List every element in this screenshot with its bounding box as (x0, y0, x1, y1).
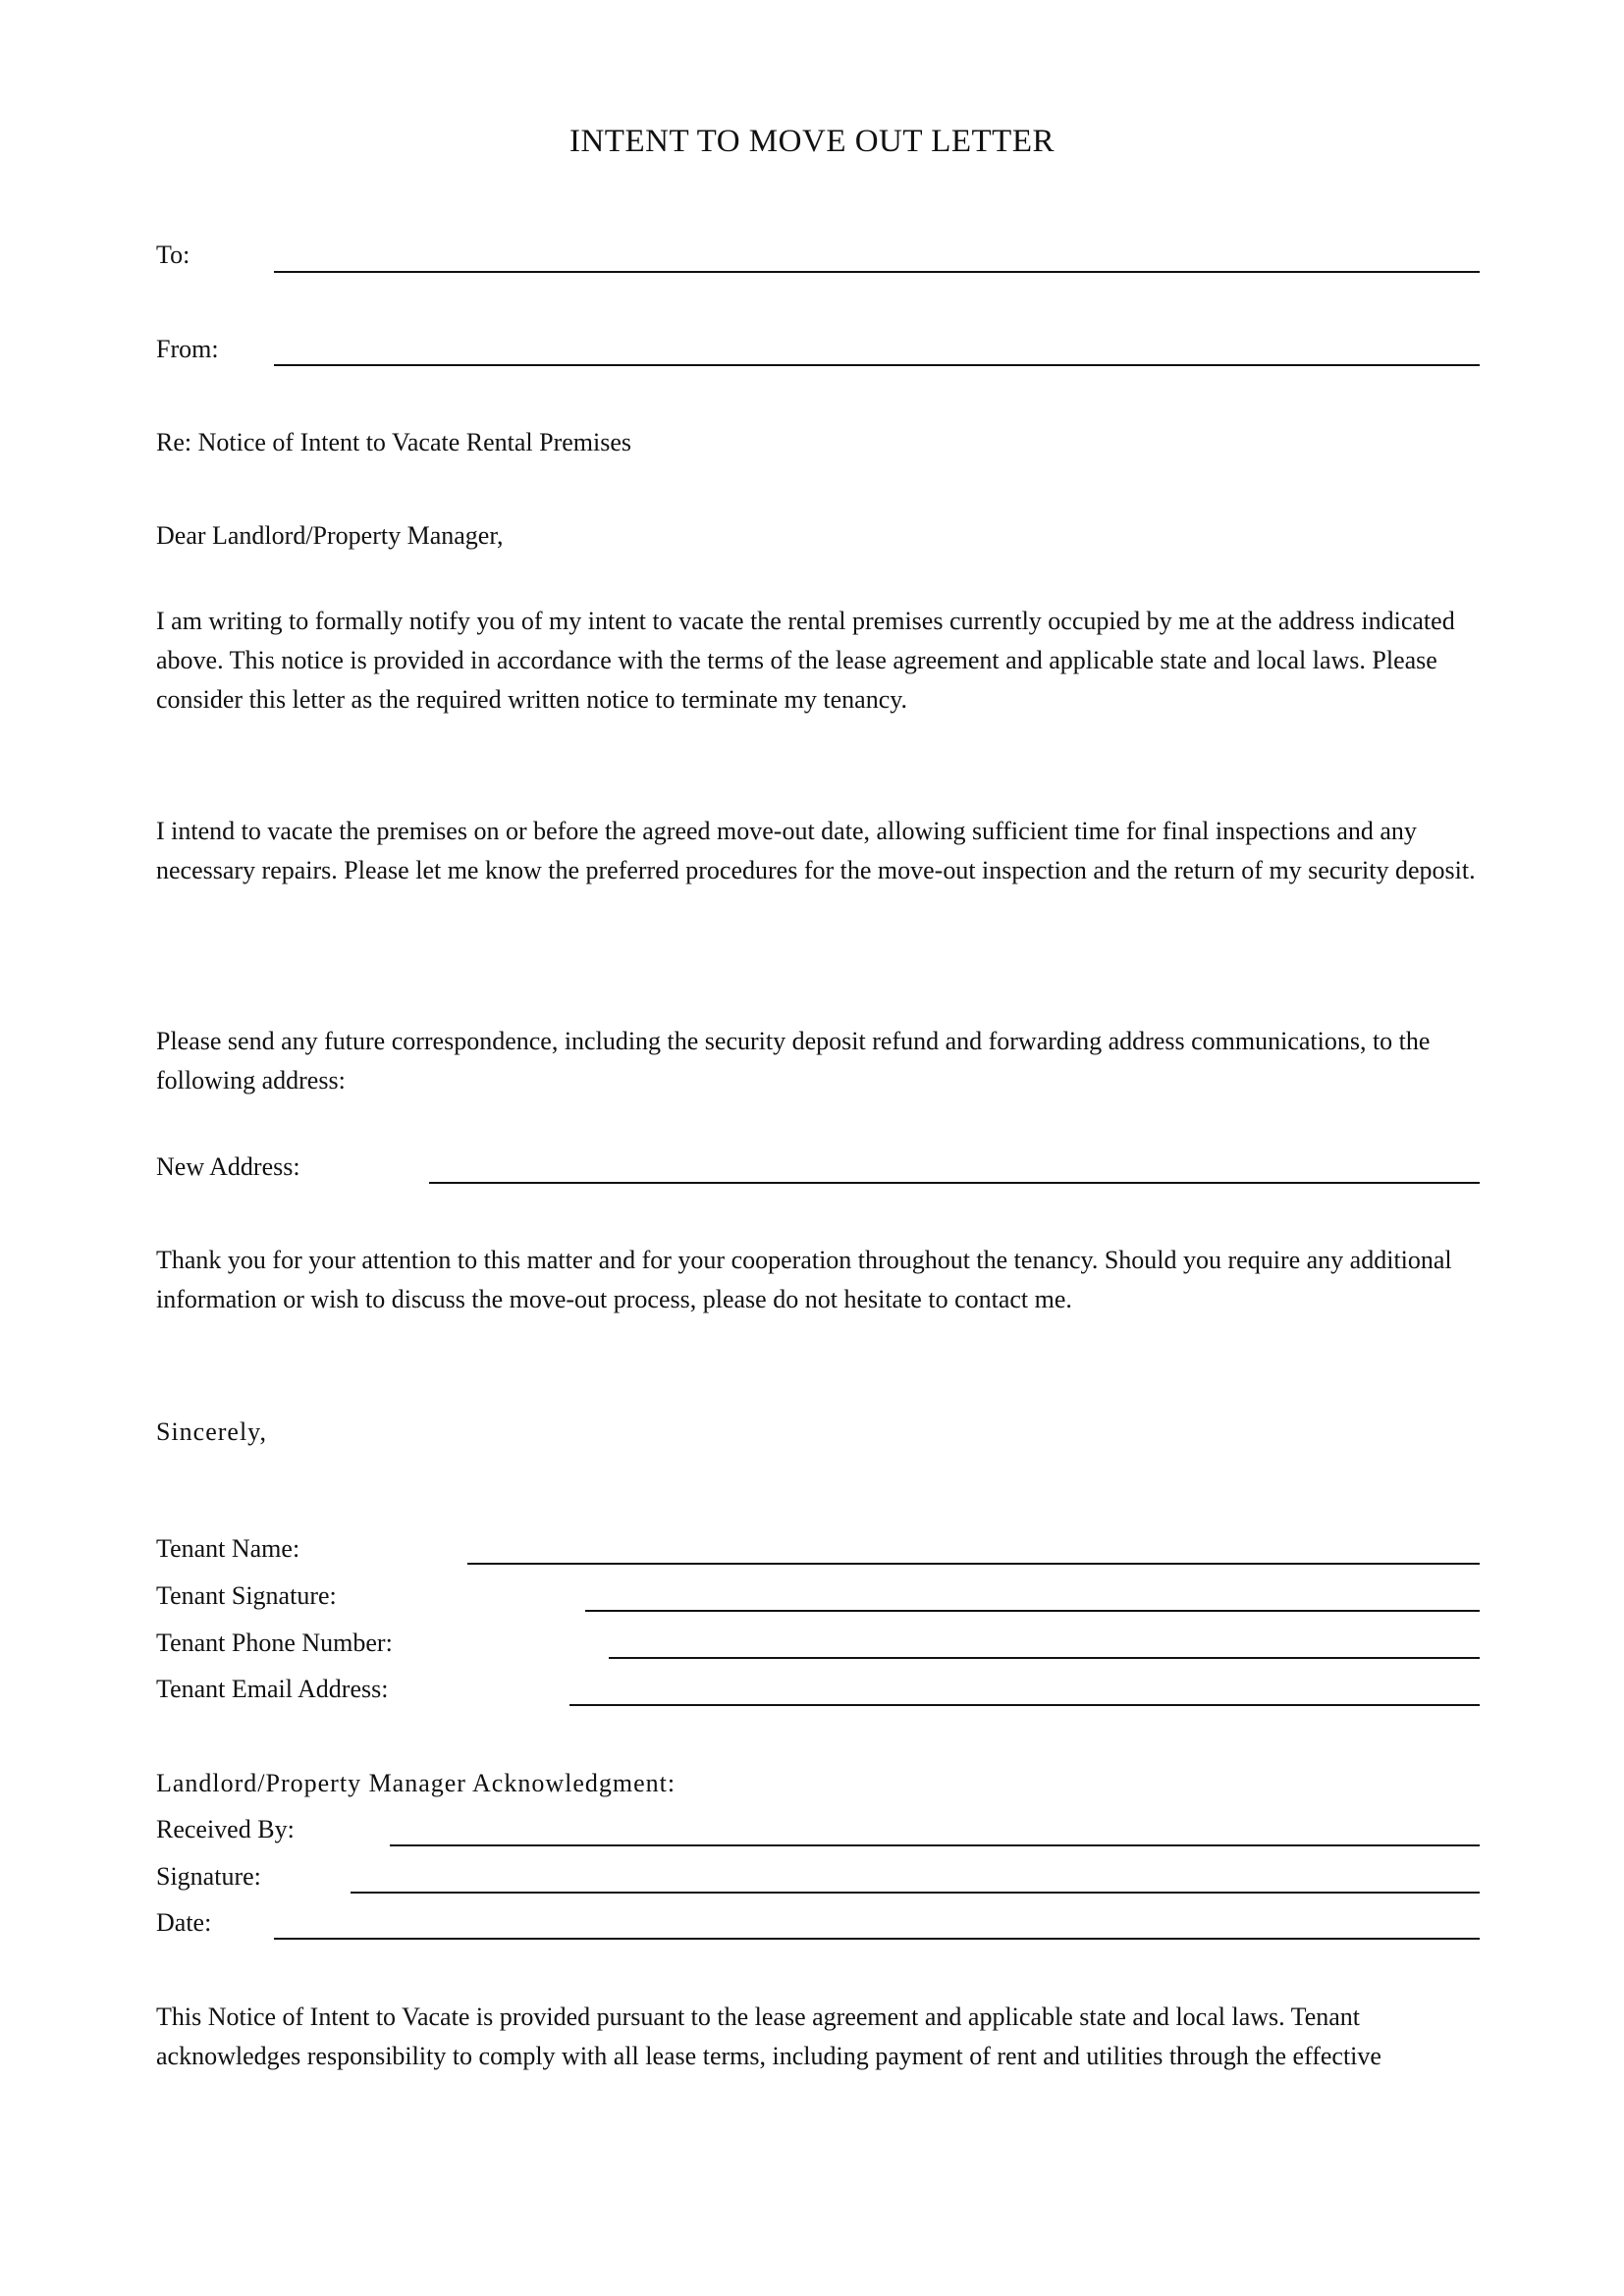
acknowledgment-heading: Landlord/Property Manager Acknowledgment: (156, 1769, 677, 1797)
body-paragraph: Thank you for your attention to this matter and for your cooperation throughout the tenancy. Should you require any additional information or wish to discuss the move-out process, please do not hesitate to contact me. (156, 1246, 1452, 1313)
closing: Sincerely, (156, 1417, 267, 1446)
re-line: Re: Notice of Intent to Vacate Rental Premises (156, 428, 631, 456)
received-by-field[interactable] (390, 1844, 1480, 1846)
from-label: From: (156, 335, 219, 363)
new-address-label: New Address: (156, 1152, 300, 1181)
footer-line: acknowledges responsibility to comply with all lease terms, including payment of rent and utilities through the effective (156, 2042, 1381, 2070)
tenant-name-field[interactable] (467, 1563, 1480, 1565)
to-label: To: (156, 240, 190, 269)
to-field[interactable] (274, 271, 1480, 273)
tenant-name-label: Tenant Name: (156, 1534, 300, 1563)
tenant-phone-field[interactable] (609, 1657, 1480, 1659)
tenant-email-field[interactable] (569, 1704, 1480, 1706)
tenant-email-label: Tenant Email Address: (156, 1675, 389, 1703)
tenant-signature-label: Tenant Signature: (156, 1581, 337, 1610)
body-paragraph: I am writing to formally notify you of my intent to vacate the rental premises currently occupied by me at the address indicated above. This notice is provided in accordance with the terms of the lease agreement and applicable state and local laws. Please consider this letter as the required written notice to terminate my tenancy. (156, 607, 1455, 714)
tenant-phone-label: Tenant Phone Number: (156, 1629, 393, 1657)
landlord-signature-label: Signature: (156, 1862, 261, 1891)
body-paragraph: Please send any future correspondence, including the security deposit refund and forwarding address communications, to the following address: (156, 1027, 1431, 1095)
date-field[interactable] (274, 1938, 1480, 1940)
received-by-label: Received By: (156, 1815, 295, 1843)
page-title: INTENT TO MOVE OUT LETTER (568, 124, 1055, 159)
salutation: Dear Landlord/Property Manager, (156, 521, 504, 550)
new-address-field[interactable] (429, 1182, 1480, 1184)
tenant-signature-field[interactable] (585, 1610, 1480, 1612)
from-field[interactable] (274, 364, 1480, 366)
landlord-signature-field[interactable] (351, 1892, 1480, 1894)
date-label: Date: (156, 1908, 212, 1937)
footer-line: This Notice of Intent to Vacate is provided pursuant to the lease agreement and applicable state and local laws. Tenant (156, 2002, 1361, 2031)
body-paragraph: I intend to vacate the premises on or before the agreed move-out date, allowing sufficient time for final inspections and any necessary repairs. Please let me know the preferred procedures for the move-out inspection and the return of my security deposit. (156, 817, 1476, 884)
